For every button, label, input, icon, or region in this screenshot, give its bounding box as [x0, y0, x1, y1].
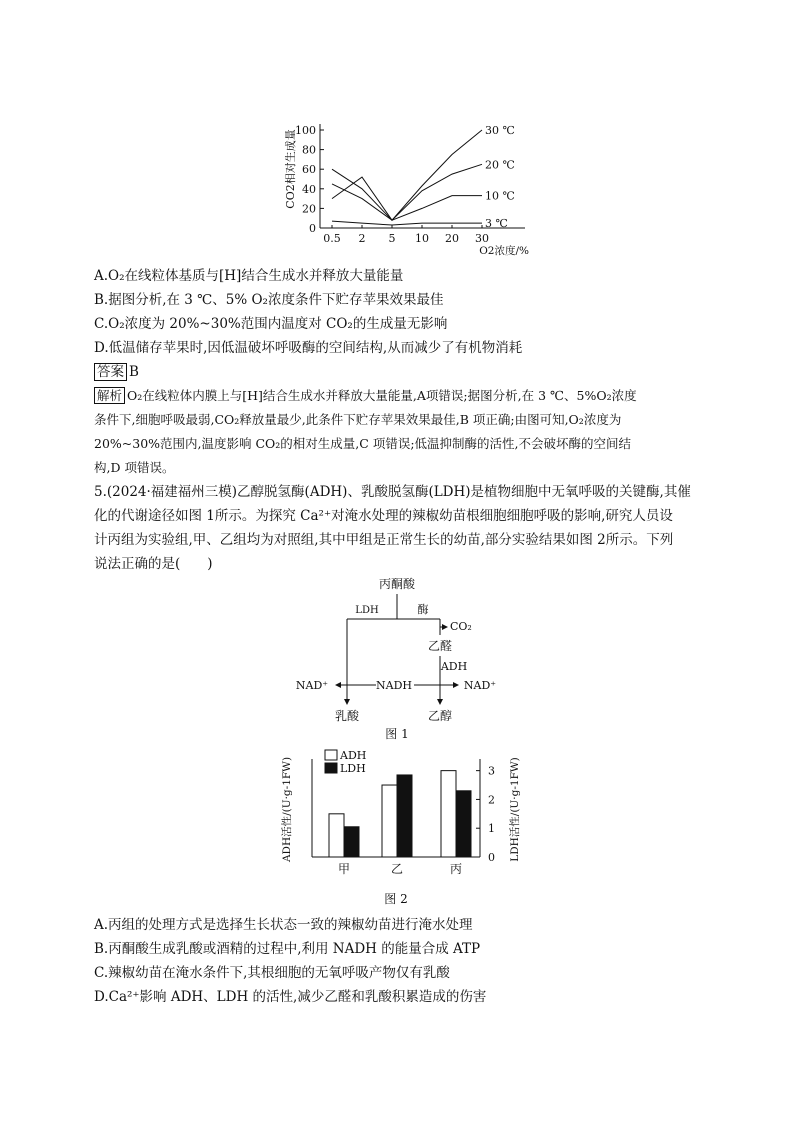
answer-value: B	[129, 364, 139, 380]
answer-label: 答案	[94, 363, 127, 381]
series-label: 3 ℃	[485, 217, 508, 231]
adh-label: ADH	[440, 660, 468, 673]
ethanol-label: 乙醇	[427, 709, 453, 723]
explanation-line: 解析 O₂在线粒体内膜上与[H]结合生成水并释放大量能量,A项错误;据图分析,在 3 ℃、5%O₂浓度	[94, 386, 637, 406]
legend-ldh-label: LDH	[340, 762, 366, 775]
q5-option-d: D.Ca²⁺影响 ADH、LDH 的活性,减少乙醛和乳酸积累造成的伤害	[94, 989, 487, 1005]
x-tick-label: 2	[358, 232, 366, 245]
x-tick-label: 10	[415, 232, 429, 245]
y-axis-label: CO2相对生成量	[284, 129, 297, 209]
x-tick-label: 30	[475, 232, 489, 245]
series-line	[332, 130, 482, 220]
explanation-label: 解析	[94, 387, 125, 404]
right-axis-label: LDH活性/(U·g-1FW)	[509, 757, 521, 862]
ldh-label: LDH	[355, 605, 379, 616]
y-tick-label: 20	[302, 202, 316, 216]
answer-row	[94, 362, 139, 382]
q4-option-a: A.O₂在线粒体基质与[H]结合生成水并释放大量能量	[94, 268, 404, 284]
q5-stem-line: 5.(2024·福建福州三模)乙醇脱氢酶(ADH)、乳酸脱氢酶(LDH)是植物细胞中无氧呼吸的关键酶,其催	[94, 484, 691, 500]
x-axis-label: O2浓度/%	[479, 245, 529, 257]
explanation-line: 条件下,细胞呼吸最弱,CO₂释放量最少,此条件下贮存苹果效果最佳,B 项正确;由图可知,O₂浓度为	[94, 412, 622, 427]
series-line	[332, 221, 482, 225]
figure1-caption: 图 1	[385, 727, 409, 741]
series-label: 10 ℃	[485, 189, 515, 203]
legend-adh-swatch	[325, 750, 337, 760]
enzyme-activity-bar-chart	[270, 742, 540, 912]
left-axis-label: ADH活性/(U·g-1FW)	[281, 756, 293, 863]
ldh-bar	[397, 775, 412, 857]
series-line	[332, 164, 482, 220]
y-tick-label: 60	[302, 163, 316, 177]
adh-bar	[329, 814, 344, 857]
y-tick-label: 80	[302, 143, 316, 157]
q4-option-c: C.O₂浓度为 20%~30%范围内温度对 CO₂的生成量无影响	[94, 316, 448, 332]
category-label: 丙	[449, 862, 463, 876]
legend-adh-label: ADH	[340, 749, 367, 762]
adh-bar	[441, 771, 456, 857]
ldh-bar	[456, 791, 471, 857]
nad-left-label: NAD⁺	[295, 679, 329, 692]
pyruvate-label: 丙酮酸	[378, 577, 416, 591]
category-label: 甲	[337, 862, 351, 876]
q5-stem-line: 化的代谢途径如图 1所示。为探究 Ca²⁺对淹水处理的辣椒幼苗根细胞细胞呼吸的影响,研究人员设	[94, 508, 673, 524]
right-tick-label: 2	[488, 793, 495, 807]
y-tick-label: 40	[302, 182, 316, 196]
series-label: 30 ℃	[485, 124, 515, 137]
enzyme-label: 酶	[417, 603, 429, 616]
ldh-bar	[344, 827, 359, 857]
pathway-diagram	[290, 572, 510, 742]
q5-option-c: C.辣椒幼苗在淹水条件下,其根细胞的无氧呼吸产物仅有乳酸	[94, 965, 450, 981]
right-tick-label: 0	[488, 851, 495, 864]
right-tick-label: 3	[488, 764, 495, 778]
series-label: 20 ℃	[485, 158, 515, 172]
right-tick-label: 1	[488, 822, 495, 836]
q4-option-d: D.低温储存苹果时,因低温破坏呼吸酶的空间结构,从而减少了有机物消耗	[94, 340, 523, 356]
y-tick-label: 0	[309, 222, 316, 235]
explanation-line: 20%~30%范围内,温度影响 CO₂的相对生成量,C 项错误;低温抑制酶的活性,不会破坏酶的空间结	[94, 436, 632, 451]
q4-option-b: B.据图分析,在 3 ℃、5% O₂浓度条件下贮存苹果效果最佳	[94, 292, 444, 308]
x-tick-label: 0.5	[323, 232, 341, 245]
category-label: 乙	[390, 862, 404, 876]
q5-option-a: A.丙组的处理方式是选择生长状态一致的辣椒幼苗进行淹水处理	[94, 917, 473, 933]
q5-stem-line: 说法正确的是( )	[94, 556, 213, 572]
acetaldehyde-label: 乙醛	[427, 639, 453, 653]
nad-right-label: NAD⁺	[463, 679, 497, 692]
co2-label: CO₂	[450, 620, 472, 633]
co2-line-chart	[270, 100, 540, 260]
adh-bar	[382, 785, 397, 857]
lactate-label: 乳酸	[334, 709, 360, 723]
legend-ldh-swatch	[325, 763, 337, 773]
explanation-line: 构,D 项错误。	[94, 460, 175, 475]
q5-stem-line: 计丙组为实验组,甲、乙组均为对照组,其中甲组是正常生长的幼苗,部分实验结果如图 2所示。下列	[94, 532, 674, 548]
figure2-caption: 图 2	[384, 892, 408, 906]
q5-option-b: B.丙酮酸生成乳酸或酒精的过程中,利用 NADH 的能量合成 ATP	[94, 941, 481, 957]
nadh-label: NADH	[376, 679, 412, 692]
y-tick-label: 100	[295, 124, 316, 137]
x-tick-label: 5	[388, 232, 396, 245]
x-tick-label: 20	[445, 232, 459, 245]
series-line	[332, 184, 482, 220]
